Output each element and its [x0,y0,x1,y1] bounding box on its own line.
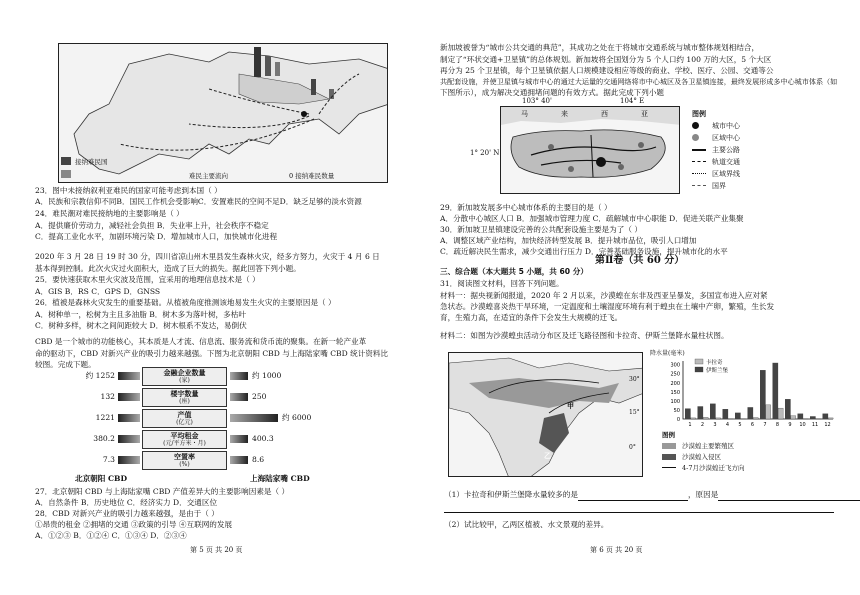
question-23: 23．图中未接纳叙利亚难民的国家可能考虑到本国（ ） [35,186,222,195]
question-24-options-cd: C．提高工业化水平，加剧环境污染 D．增加城市人口，加快城市化进程 [35,232,278,241]
cbd-right-name: 上海陆家嘴 CBD [250,474,310,483]
cbd-right-value: 约 6000 [282,413,312,422]
cbd-category-label: 空置率 [174,452,195,461]
cbd-category-label: 产值 [177,410,192,419]
singapore-map-legend [690,108,780,194]
locust-region-yi: 乙 [544,451,551,460]
sg-legend-symbol-icon [692,149,706,151]
cbd-category-unit: (家) [179,377,190,384]
rainfall-legend-label: 伊斯兰堡 [706,368,729,374]
sg-legend-label: 主要公路 [712,146,740,154]
rainfall-bar-islamabad [723,409,729,419]
cbd-row [60,430,350,450]
singapore-map-graphic [501,107,680,194]
cbd-left-bar [118,456,140,464]
locust-region-jia: 甲 [567,401,574,410]
cbd-right-bar [230,393,248,401]
cbd-category-box [142,430,227,449]
section-three-heading: 三、综合题（本大题共 5 小题，共 60 分） [440,267,588,276]
locust-legend-label: 图例 [662,431,675,439]
rainfall-xtick: 4 [725,422,730,428]
sg-legend-symbol-icon [692,161,706,162]
sg-legend-label: 区域界线 [712,170,740,178]
cbd-category-box [142,388,227,407]
locust-legend-item [660,441,840,451]
cbd-category-label: 楼宇数量 [170,389,199,398]
question-30: 30．新加坡卫星镇建设完善的公共配套设施主要是为了（ ） [440,225,642,234]
rainfall-xtick: 3 [713,422,717,428]
question-30-options-ab: A．调整区域产业结构，加快经济转型发展 B．提升城市品位，吸引人口增加 [440,236,697,245]
q31-1-answer-blank-b[interactable] [718,490,860,501]
cbd-left-bar [118,372,140,380]
lon-label-2: 104° E [620,97,645,105]
right-page-footer: 第 6 页 共 20 页 [590,546,643,554]
sg-legend-item [690,132,780,143]
rainfall-legend-label: 卡拉奇 [706,360,723,366]
cbd-right-bar [230,414,278,422]
question-28-items: ①昂贵的租金 ②拥堵的交通 ③政策的引导 ④互联网的发展 [35,520,233,529]
singapore-map [470,96,780,196]
sg-legend-item [690,180,780,191]
rainfall-bar-karachi [828,418,833,419]
right-page [430,0,860,595]
part-two-heading: 第Ⅱ卷（共 60 分） [595,255,685,266]
sg-intro-line1: 新加坡被誉为“城市公共交通的典范”，其成功之处在于将城市交通系统与城市整体规划相结合， [440,43,760,52]
refugee-legend-number: 0 接纳难民数量 [289,172,335,180]
sea-label-1: 马 [521,110,528,118]
rainfall-bar-islamabad [823,414,829,419]
question-28: 28．CBD 对新兴产业的吸引力越来越强，是由于（ ） [35,509,219,518]
locust-legend-item [660,430,840,440]
locust-lat-15: 15° [629,409,640,416]
cbd-comparison-chart [60,367,350,472]
question-29-options: A．分散中心城区人口 B．加强城市管理力度 C．疏解城市中心职能 D．促进关联产业集聚 [440,214,744,223]
cbd-right-value: 400.3 [252,434,274,443]
cbd-category-unit: (亿元) [176,419,193,426]
cbd-intro-line2: 命的驱动下，CBD 对新兴产业的吸引力越来越强。下图为北京朝阳 CBD 与上海陆家嘴 CBD 统计资料比 [35,349,389,358]
rainfall-xtick: 11 [811,422,819,428]
cbd-category-unit: (元/平方米・月) [163,440,206,447]
sea-label-2: 来 [561,110,568,118]
rainfall-chart [645,349,840,429]
rainfall-ytick: 0 [676,417,680,423]
cbd-left-value: 约 1252 [85,371,115,380]
sea-label-3: 西 [601,110,608,118]
rainfall-xtick: 1 [688,422,692,428]
sg-legend-symbol-icon [692,122,699,129]
locust-legend-item [660,452,840,462]
rainfall-xtick: 5 [738,422,742,428]
question-23-options: A．民族和宗教信仰不同B．国民工作机会受影响C．安置难民的空间不足D．缺乏足够的淡水资源 [35,197,362,206]
lon-label-1: 103° 40' [522,97,552,105]
fire-intro-line1: 2020 年 3 月 28 日 19 时 30 分，四川省凉山州木里县发生森林火灾，经多方努力，火灾于 4 月 6 日 [35,252,380,261]
rainfall-ytick: 300 [670,362,680,369]
cbd-right-bar [230,456,248,464]
question-28-options: A．①②③ B．①②④ C．①③④ D．②③④ [35,531,187,540]
cbd-row [60,388,350,408]
cbd-left-value: 380.2 [93,434,115,443]
cbd-category-unit: (%) [179,461,190,468]
locust-legend-label: 沙漠蝗入侵区 [682,453,721,461]
sg-legend-label: 区域中心 [712,134,740,142]
rainfall-bar-islamabad [773,363,779,419]
rainfall-bar-islamabad [798,414,804,419]
cbd-left-value: 7.3 [102,455,115,464]
sg-legend-label: 图例 [692,109,706,118]
sg-legend-item [690,156,780,167]
question-26: 26．植被是森林火灾发生的重要基础。从植被角度推测该地易发生火灾的主要原因是（ ） [35,298,336,307]
lat-label: 1° 20' N [470,149,500,157]
locust-legend-label: 4-7月沙漠蝗迁飞方向 [682,464,745,472]
sea-label-4: 亚 [641,110,648,118]
rainfall-bar-islamabad [785,399,791,419]
cbd-row [60,367,350,387]
cbd-right-bar [230,372,248,380]
cbd-category-label: 平均租金 [170,431,199,440]
cbd-category-box [142,409,227,428]
cbd-category-unit: (座) [179,398,190,405]
sg-intro-line3: 再分为 25 个卫星镇，每个卫星镇依据人口规模建设相应等级的商业、学校、医疗、公园、交通等公 [440,66,774,75]
sg-legend-label: 轨道交通 [712,158,740,166]
refugee-map-graphic [59,44,388,183]
sg-legend-symbol-icon [692,134,699,141]
question-27: 27．北京朝阳 CBD 与上海陆家嘴 CBD 产值差异大的主要影响因素是（ ） [35,487,290,496]
q31-1-answer-line[interactable] [444,512,834,513]
locust-map-legend [660,430,840,480]
rainfall-xtick: 8 [775,422,780,428]
fire-intro-line2: 基本得到控制。此次火灾过火面积大，造成了巨大的损失。据此回答下列小题。 [35,264,301,273]
locust-legend-swatch-icon [662,443,676,449]
rainfall-xtick: 10 [799,422,806,428]
sg-legend-label: 国界 [712,182,726,190]
rainfall-bar-islamabad [810,416,816,419]
refugee-legend-route: 难民主要流向 [189,172,228,180]
rainfall-ytick: 150 [670,389,680,396]
rainfall-xtick: 9 [788,422,792,428]
rainfall-bar-islamabad [760,370,766,419]
cbd-row [60,451,350,471]
material-1-line2: 急状态。沙漠蝗喜炎热干旱环境，一定温度和土壤湿度环境有利于蝗虫在土壤中产卵，繁殖，生长发 [440,302,775,311]
q31-1-answer-blank-a[interactable] [578,490,688,501]
rainfall-ytick: 100 [670,398,680,405]
rainfall-bar-islamabad [735,413,741,419]
cbd-right-value: 约 1000 [252,371,282,380]
sg-legend-item [690,120,780,131]
locust-legend-swatch-icon [662,467,676,468]
question-27-options: A．自然条件 B．历史地位 C．经济实力 D．交通区位 [35,498,218,507]
sg-legend-item [690,108,780,119]
rainfall-bar-karachi [691,418,696,419]
rainfall-bar-karachi [791,416,796,419]
material-2: 材料二：如图为沙漠蝗虫活动分布区及迁飞路径图和卡拉奇、伊斯兰堡降水量柱状图。 [440,331,729,340]
cbd-right-value: 8.6 [252,455,265,464]
question-26-options-cd: C．树种多样，树木之间间距较大 D．树木根系不发达，易倒伏 [35,321,247,330]
singapore-map-frame [500,106,680,194]
rainfall-bar-islamabad [710,404,716,419]
cbd-left-bar [118,435,140,443]
question-25-options: A．GIS B．RS C．GPS D．GNSS [35,287,161,296]
question-24-options-ab: A．提供廉价劳动力，减轻社会负担 B．失业率上升，社会秩序不稳定 [35,221,269,230]
rainfall-bar-karachi [753,418,758,419]
question-31-part-1 [444,490,860,501]
sg-legend-symbol-icon [692,173,706,174]
cbd-category-box [142,367,227,386]
rainfall-bar-islamabad [748,407,754,419]
rainfall-ytick: 250 [670,371,680,378]
left-page-footer: 第 5 页 共 20 页 [190,546,243,554]
refugee-legend-country: 接纳难民国 [75,158,108,166]
rainfall-xtick: 2 [700,422,705,428]
rainfall-bar-islamabad [685,408,691,419]
rainfall-bar-karachi [703,417,708,419]
rainfall-xtick: 6 [750,422,755,428]
rainfall-bar-karachi [778,408,783,419]
rainfall-bar-karachi [766,405,771,419]
rainfall-ytick: 200 [670,380,680,387]
cbd-right-value: 250 [252,392,267,401]
q31-1-text-b: ，原因是 [687,490,719,499]
sg-intro-line5: 下图所示），成为解决交通拥堵问题的有效方式。据此完成下列小题 [440,88,665,97]
question-30-options-cd: C．疏近解决民生需求，减少交通出行压力 D．完善基础服务设施，提升城市化的水平 [440,247,728,256]
sg-intro-line2: 制定了“环状交通+卫星镇”的总体规划。新加坡将全国划分为 5 个人口约 100 万的大区，5 个大区 [440,55,772,64]
sg-legend-item [690,144,780,155]
cbd-row [60,409,350,429]
rainfall-ytick: 50 [673,407,680,414]
cbd-left-value: 132 [100,392,115,401]
material-1-line1: 材料一：据央视新闻报道，2020 年 2 月以来，沙漠蝗在东非及西亚呈暴发，多国宣布进入应对紧 [440,291,768,300]
rainfall-bar-islamabad [698,406,704,419]
locust-lat-30: 30° [629,376,640,383]
rainfall-bar-karachi [716,418,721,419]
rainfall-chart-svg [645,349,840,429]
question-24: 24．难民潮对难民接纳地的主要影响是（ ） [35,209,184,218]
cbd-intro-line1: CBD 是一个城市的功能核心，其本质是人才流、信息流、服务流和货币流的聚集。在新一轮产业革 [35,337,367,346]
locust-legend-label: 沙漠蝗主要繁殖区 [682,442,734,450]
cbd-category-box [142,451,227,470]
q31-1-text: （1）卡拉奇和伊斯兰堡降水量较多的是 [444,490,578,499]
rainfall-xtick: 12 [824,422,831,428]
question-25: 25．要快速获取木里火灾波及范围，宜采用的地理信息技术是（ ） [35,275,260,284]
cbd-category-label: 金融企业数量 [163,368,206,377]
material-1-line3: 育，生殖力高，在适宜的条件下会发生大规模的迁飞。 [440,313,623,322]
rainfall-legend-swatch [695,367,703,372]
question-26-options-ab: A．树种单一，松树为主且多油脂 B．树木多为落叶树，多枯叶 [35,310,246,319]
cbd-intro-line3: 较图。完成下题。 [35,360,96,369]
refugee-map [58,43,388,183]
cbd-left-bar [118,414,140,422]
sg-legend-symbol-icon [692,185,706,186]
cbd-left-name: 北京朝阳 CBD [75,474,128,483]
sg-legend-item [690,168,780,179]
question-31-part-2: （2）试比较甲，乙两区植被、水文景观的差异。 [444,520,609,529]
question-29: 29．新加坡发展多中心城市体系的主要目的是（ ） [440,203,612,212]
rainfall-legend-swatch [695,359,703,364]
locust-lat-0: 0° [629,444,636,451]
rainfall-unit: 降水量(毫米) [650,350,685,357]
locust-legend-item [660,463,840,473]
cbd-left-value: 1221 [95,413,115,422]
cbd-left-bar [118,393,140,401]
cbd-right-bar [230,435,248,443]
locust-legend-swatch-icon [662,454,676,460]
sg-intro-line4: 共配套设施，并使卫星镇与城市中心的通过大运量的交通网络将市中心城区及各卫星镇连接，最终发展形成多中心城市体系（如 [440,77,838,86]
locust-map [448,352,643,477]
sg-legend-label: 城市中心 [712,122,740,130]
rainfall-xtick: 7 [763,422,767,428]
question-31: 31．阅读图文材料，回答下列问题。 [440,279,564,288]
